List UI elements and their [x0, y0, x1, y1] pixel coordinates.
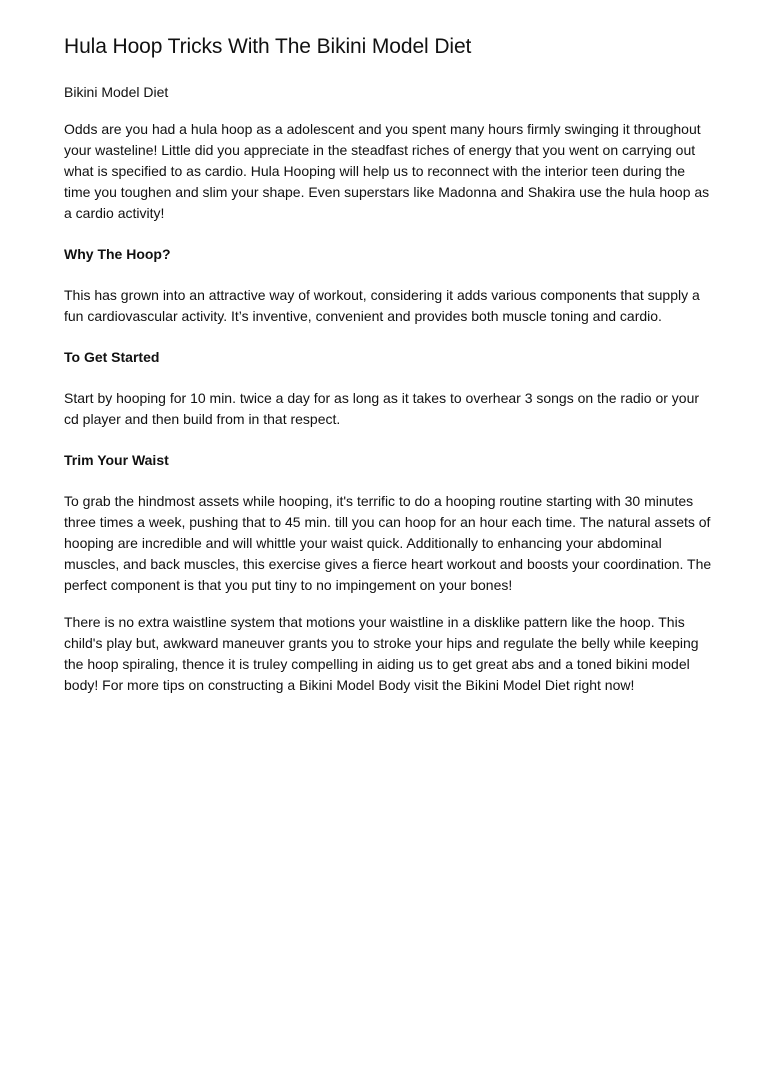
- document-content: [64, 32, 714, 696]
- section-paragraph-trim-your-waist-1: To grab the hindmost assets while hooping, it's terrific to do a hooping routine starting with 30 minutes three times a week, pushing that to 45 min. till you can hoop for an hour each time. The natural assets of hooping are incredible and will whittle your waist quick. Additionally to enhancing your abdominal muscles, and back muscles, this exercise gives a fierce heart workout and boosts your coordination. The perfect component is that you put tiny to no impingement on your bones!: [64, 493, 712, 593]
- section-heading-why-the-hoop: Why The Hoop?: [64, 246, 171, 262]
- intro-paragraph: Odds are you had a hula hoop as a adolescent and you spent many hours firmly swinging it throughout your wasteline! Little did you appreciate in the steadfast riches of energy that you went on carrying out what is specified to as cardio. Hula Hooping will help us to reconnect with the interior teen during the time you toughen and slim your shape. Even superstars like Madonna and Shakira use the hula hoop as a cardio activity!: [64, 121, 710, 221]
- document-title: Hula Hoop Tricks With The Bikini Model Diet: [64, 35, 472, 58]
- section-heading-to-get-started: To Get Started: [64, 349, 160, 365]
- section-paragraph-why-the-hoop: This has grown into an attractive way of workout, considering it adds various components that supply a fun cardiovascular activity. It’s inventive, convenient and provides both muscle toning and cardio.: [64, 287, 700, 324]
- section-heading-trim-your-waist: Trim Your Waist: [64, 452, 169, 468]
- document-subtitle: Bikini Model Diet: [64, 84, 169, 100]
- section-paragraph-to-get-started: Start by hooping for 10 min. twice a day for as long as it takes to overhear 3 songs on the radio or your cd player and then build from in that respect.: [64, 390, 700, 427]
- section-paragraph-trim-your-waist-2: There is no extra waistline system that motions your waistline in a disklike pattern like the hoop. This child's play but, awkward maneuver grants you to stroke your hips and regulate the belly while keeping the hoop spiraling, thence it is truley compelling in aiding us to get great abs and a toned bikini model body! For more tips on constructing a Bikini Model Body visit the Bikini Model Diet right now!: [64, 614, 699, 693]
